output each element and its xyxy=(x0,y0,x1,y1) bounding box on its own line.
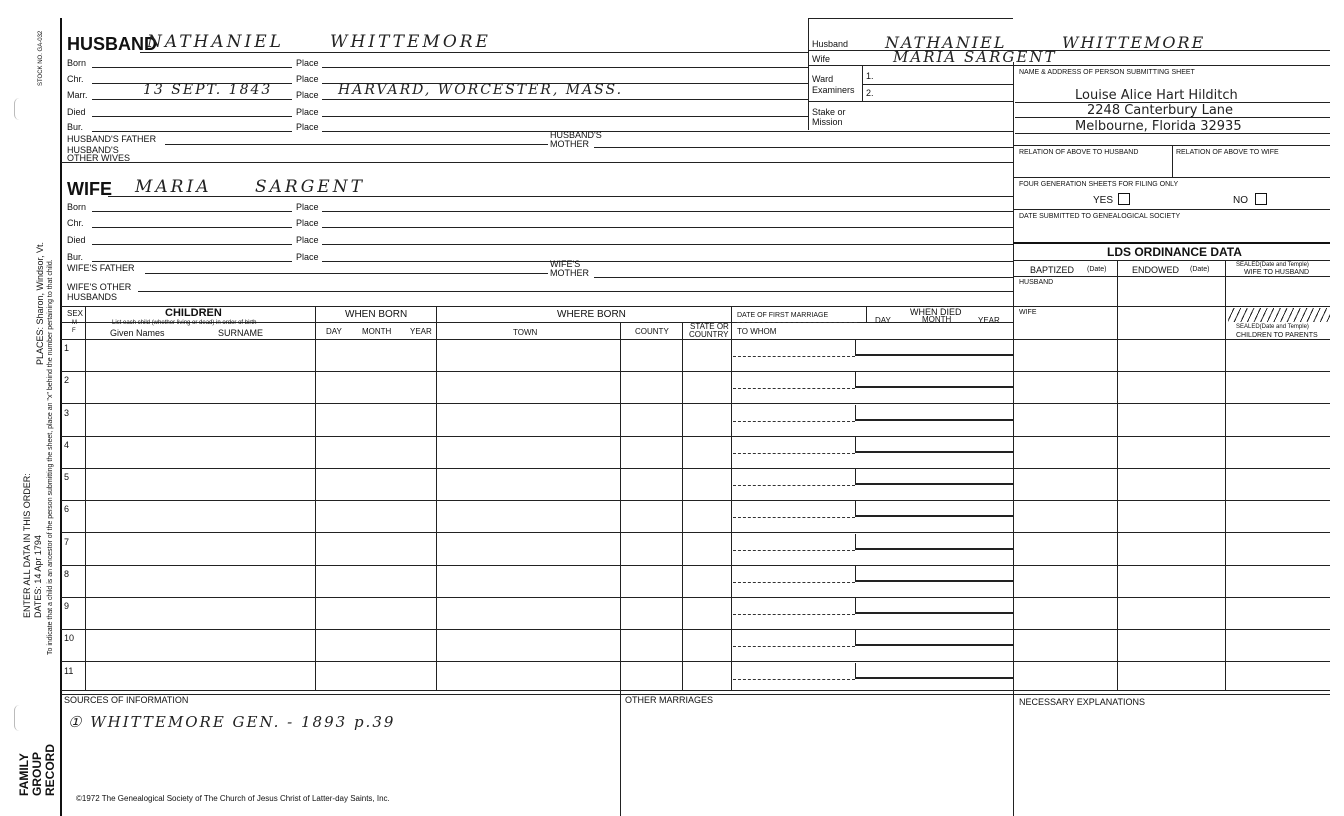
husband-last-name-hand: WHITTEMORE xyxy=(330,32,491,52)
col-born-day: DAY xyxy=(326,327,342,336)
table-row[interactable] xyxy=(61,500,1330,532)
husband-section-bottom xyxy=(61,162,1013,163)
yes-checkbox[interactable] xyxy=(1118,193,1130,205)
rule xyxy=(620,690,621,816)
col-county: COUNTY xyxy=(635,327,669,336)
examiner-2-label: 2. xyxy=(866,88,874,98)
table-row[interactable] xyxy=(61,565,1330,597)
lds-sealed-children-1: SEALED(Date and Temple) xyxy=(1236,324,1309,330)
husband-mother-label-1: HUSBAND'S xyxy=(550,130,602,140)
husband-marr-label: Marr. xyxy=(67,90,88,100)
wife-bur-place-field[interactable] xyxy=(322,261,1013,262)
death-line[interactable] xyxy=(855,483,1013,485)
form-title-record: RECORD xyxy=(43,743,57,796)
relation-wife-label: RELATION OF ABOVE TO WIFE xyxy=(1176,149,1279,156)
death-bracket xyxy=(855,437,856,451)
rule xyxy=(1013,242,1330,244)
death-line[interactable] xyxy=(855,548,1013,550)
examiner-1-label: 1. xyxy=(866,71,874,81)
stake-label-2: Mission xyxy=(812,117,843,127)
husband-name-line xyxy=(140,52,808,53)
marriage-dash-line xyxy=(733,679,855,680)
col-state-2: COUNTRY xyxy=(689,330,729,339)
marriage-dash-line xyxy=(733,646,855,647)
col-where-born: WHERE BORN xyxy=(557,309,626,320)
table-row[interactable] xyxy=(61,597,1330,629)
table-row[interactable] xyxy=(61,404,1330,436)
death-line[interactable] xyxy=(855,451,1013,453)
marriage-dash-line xyxy=(733,550,855,551)
col-born-month: MONTH xyxy=(362,327,392,336)
col-when-died: WHEN DIED xyxy=(910,307,962,317)
death-line[interactable] xyxy=(855,580,1013,582)
wife-born-field[interactable] xyxy=(92,211,292,212)
row-number: 11 xyxy=(64,666,74,676)
examiners-label: Examiners xyxy=(812,85,855,95)
table-row[interactable] xyxy=(61,629,1330,661)
col-died-month: MONTH xyxy=(922,315,952,324)
wife-father-label: WIFE'S FATHER xyxy=(67,263,135,273)
row-number: 6 xyxy=(64,504,70,514)
col-died-day: DAY xyxy=(875,316,891,325)
places-order-label: PLACES: Sharon, Windsor, Vt. xyxy=(35,241,45,365)
husband-other-wives-1: HUSBAND'S xyxy=(67,145,119,155)
submitter-label: NAME & ADDRESS OF PERSON SUBMITTING SHEET xyxy=(1019,69,1195,76)
enter-data-order: ENTER ALL DATA IN THIS ORDER: xyxy=(22,473,32,618)
lds-baptized-date: (Date) xyxy=(1087,266,1107,273)
col-first-marriage: DATE OF FIRST MARRIAGE xyxy=(737,312,829,319)
death-bracket xyxy=(855,534,856,548)
header-divider xyxy=(808,18,809,130)
no-checkbox[interactable] xyxy=(1255,193,1267,205)
punch-hole-mark xyxy=(14,705,25,731)
rule xyxy=(808,18,1013,19)
death-bracket xyxy=(855,663,856,677)
form-title-group: GROUP xyxy=(30,751,44,796)
rule xyxy=(808,65,1330,66)
death-line[interactable] xyxy=(855,644,1013,646)
husband-died-field[interactable] xyxy=(92,116,292,117)
husband-other-wives-2: OTHER WIVES xyxy=(67,153,131,163)
wife-bur-field[interactable] xyxy=(92,261,292,262)
wife-died-label: Died xyxy=(67,235,86,245)
husband-marr-field[interactable] xyxy=(92,99,292,100)
death-bracket xyxy=(855,469,856,483)
header-husband-first-hand: NATHANIEL xyxy=(885,33,1007,52)
yes-label: YES xyxy=(1093,195,1114,206)
row-number: 1 xyxy=(64,343,70,353)
header-wife-label: Wife xyxy=(812,54,830,64)
rule xyxy=(1013,260,1330,261)
lds-sealed-wife-2: WIFE TO HUSBAND xyxy=(1244,269,1310,276)
wife-bur-label: Bur. xyxy=(67,252,84,262)
ward-label: Ward xyxy=(812,74,834,84)
lds-endowed-date: (Date) xyxy=(1190,266,1210,273)
death-bracket xyxy=(855,340,856,354)
sources-label: SOURCES OF INFORMATION xyxy=(64,695,189,705)
no-label: NO xyxy=(1233,195,1248,206)
col-born-year: YEAR xyxy=(410,327,432,336)
wife-heading: WIFE xyxy=(67,179,112,199)
marriage-dash-line xyxy=(733,453,855,454)
rule xyxy=(1172,145,1173,177)
row-number: 3 xyxy=(64,408,70,418)
col-surname: SURNAME xyxy=(218,328,264,338)
wife-mother-field[interactable] xyxy=(594,277,1013,278)
death-line[interactable] xyxy=(855,386,1013,388)
lds-endowed: ENDOWED xyxy=(1132,265,1179,275)
header-husband-label: Husband xyxy=(812,39,849,49)
copyright-notice: ©1972 The Genealogical Society of The Church of Jesus Christ of Latter-day Saints, Inc. xyxy=(76,794,390,803)
rule xyxy=(1013,276,1330,277)
husband-born-field[interactable] xyxy=(92,67,292,68)
ancestor-note: To indicate that a child is an ancestor of the person submitting the sheet, place an "x" behind the number pertaining to that child. xyxy=(47,259,54,655)
row-number: 2 xyxy=(64,375,70,385)
husband-born-place-label: Place xyxy=(296,58,319,68)
marriage-dash-line xyxy=(733,485,855,486)
necessary-explanations-label: NECESSARY EXPLANATIONS xyxy=(1019,697,1146,707)
husband-died-place-label: Place xyxy=(296,107,319,117)
husband-mother-label-2: MOTHER xyxy=(550,139,589,149)
lds-sealed-children-2: CHILDREN TO PARENTS xyxy=(1236,332,1318,339)
death-bracket xyxy=(855,405,856,419)
rule xyxy=(737,322,857,323)
rule xyxy=(866,306,867,322)
wife-chr-field[interactable] xyxy=(92,227,292,228)
row-number: 4 xyxy=(64,440,70,450)
submitter-city: Melbourne, Florida 32935 xyxy=(1075,119,1242,134)
row-number: 9 xyxy=(64,601,70,611)
col-children-note: List each child (whether living or dead) in order of birth xyxy=(112,320,257,326)
wife-first-name-hand: MARIA xyxy=(135,177,212,197)
rule xyxy=(1013,177,1330,178)
wife-other-husbands-2: HUSBANDS xyxy=(67,292,118,302)
col-state-1: STATE OR xyxy=(690,322,729,331)
wife-mother-label-1: WIFE'S xyxy=(550,259,581,269)
husband-bur-place-label: Place xyxy=(296,122,319,132)
marriage-dash-line xyxy=(733,582,855,583)
wife-died-field[interactable] xyxy=(92,244,292,245)
death-bracket xyxy=(855,501,856,515)
husband-born-place-field[interactable] xyxy=(322,67,808,68)
other-marriages-label: OTHER MARRIAGES xyxy=(625,695,714,705)
wife-born-label: Born xyxy=(67,202,87,212)
rule xyxy=(1015,133,1330,134)
row-number: 5 xyxy=(64,472,70,482)
husband-marr-place-field[interactable] xyxy=(322,99,808,100)
wife-name-line xyxy=(108,196,1013,197)
marriage-dash-line xyxy=(733,614,855,615)
header-wife-hand: MARIA SARGENT xyxy=(893,48,1057,66)
husband-chr-label: Chr. xyxy=(67,74,84,84)
row-number: 7 xyxy=(64,537,70,547)
wife-section-bottom xyxy=(61,306,1330,307)
submitter-street: 2248 Canterbury Lane xyxy=(1087,103,1234,118)
col-sex-m: M xyxy=(72,320,77,326)
rule xyxy=(862,84,1013,85)
death-bracket xyxy=(855,566,856,580)
wife-chr-place-label: Place xyxy=(296,218,319,228)
husband-first-name-hand: NATHANIEL xyxy=(147,32,284,52)
table-row[interactable] xyxy=(61,533,1330,565)
wife-chr-place-field[interactable] xyxy=(322,227,1013,228)
wife-last-name-hand: SARGENT xyxy=(255,177,365,197)
lds-hatch-box xyxy=(1228,308,1330,322)
dates-order-label: DATES: 14 Apr 1794 xyxy=(33,535,43,618)
relation-husband-label: RELATION OF ABOVE TO HUSBAND xyxy=(1019,149,1139,156)
wife-chr-label: Chr. xyxy=(67,218,84,228)
husband-marr-place-hand: HARVARD, WORCESTER, MASS. xyxy=(338,82,624,98)
four-gen-label: FOUR GENERATION SHEETS FOR FILING ONLY xyxy=(1019,181,1179,188)
death-bracket xyxy=(855,630,856,644)
col-children: CHILDREN xyxy=(165,307,222,319)
table-row[interactable] xyxy=(61,468,1330,500)
husband-mother-field[interactable] xyxy=(594,147,1013,148)
header-husband-last-hand: WHITTEMORE xyxy=(1062,33,1206,52)
table-row[interactable] xyxy=(61,339,1330,371)
death-line[interactable] xyxy=(855,515,1013,517)
death-line[interactable] xyxy=(855,677,1013,679)
marriage-dash-line xyxy=(733,421,855,422)
form-title-family: FAMILY xyxy=(17,753,31,796)
col-when-born: WHEN BORN xyxy=(345,309,408,320)
table-row[interactable] xyxy=(61,371,1330,403)
wife-mother-label-2: MOTHER xyxy=(550,268,589,278)
submitter-name: Louise Alice Hart Hilditch xyxy=(1075,88,1238,103)
rule xyxy=(61,690,1330,691)
husband-marr-date-hand: 13 SEPT. 1843 xyxy=(143,82,273,98)
punch-hole-mark xyxy=(14,98,25,120)
death-bracket xyxy=(855,372,856,386)
col-sex: SEX xyxy=(67,309,84,318)
stake-label-1: Stake or xyxy=(812,107,846,117)
lds-title: LDS ORDINANCE DATA xyxy=(1107,245,1242,259)
col-sex-f: F xyxy=(72,328,76,334)
marriage-dash-line xyxy=(733,388,855,389)
husband-father-field[interactable] xyxy=(165,144,548,145)
rule xyxy=(862,65,863,101)
wife-born-place-field[interactable] xyxy=(322,211,1013,212)
wife-father-field[interactable] xyxy=(145,273,548,274)
wife-other-husbands-field[interactable] xyxy=(138,291,1013,292)
row-number: 10 xyxy=(64,633,75,643)
marriage-dash-line xyxy=(733,356,855,357)
husband-born-label: Born xyxy=(67,58,87,68)
table-row[interactable] xyxy=(61,436,1330,468)
death-bracket xyxy=(855,598,856,612)
marriage-dash-line xyxy=(733,517,855,518)
lds-baptized: BAPTIZED xyxy=(1030,265,1075,275)
husband-heading: HUSBAND xyxy=(67,34,157,54)
rule xyxy=(808,50,1330,51)
wife-bur-place-label: Place xyxy=(296,252,319,262)
husband-bur-label: Bur. xyxy=(67,122,84,132)
rule xyxy=(1013,209,1330,210)
husband-chr-place-label: Place xyxy=(296,74,319,84)
row-number: 8 xyxy=(64,569,70,579)
col-to-whom: TO WHOM xyxy=(737,327,777,336)
stock-number: STOCK NO. GA-032 xyxy=(38,30,44,86)
lds-wife-row: WIFE xyxy=(1019,309,1037,316)
rule xyxy=(1015,117,1330,118)
col-given-names: Given Names xyxy=(110,328,165,338)
lds-husband-row: HUSBAND xyxy=(1019,279,1054,286)
death-line[interactable] xyxy=(855,354,1013,356)
husband-bur-field[interactable] xyxy=(92,131,292,132)
rule xyxy=(808,101,1013,102)
death-line[interactable] xyxy=(855,419,1013,421)
wife-born-place-label: Place xyxy=(296,202,319,212)
wife-died-place-label: Place xyxy=(296,235,319,245)
husband-died-place-field[interactable] xyxy=(322,116,808,117)
husband-father-label: HUSBAND'S FATHER xyxy=(67,134,157,144)
sources-hand: ① WHITTEMORE GEN. - 1893 p.39 xyxy=(68,713,396,731)
col-died-year: YEAR xyxy=(978,316,1000,325)
lds-sealed-wife-1: SEALED(Date and Temple) xyxy=(1236,262,1309,268)
husband-marr-place-label: Place xyxy=(296,90,319,100)
husband-died-label: Died xyxy=(67,107,86,117)
wife-other-husbands-1: WIFE'S OTHER xyxy=(67,282,132,292)
wife-died-place-field[interactable] xyxy=(322,244,1013,245)
husband-bur-place-field[interactable] xyxy=(322,131,1013,132)
col-town: TOWN xyxy=(513,328,538,337)
date-submitted-label: DATE SUBMITTED TO GENEALOGICAL SOCIETY xyxy=(1019,213,1181,220)
death-line[interactable] xyxy=(855,612,1013,614)
